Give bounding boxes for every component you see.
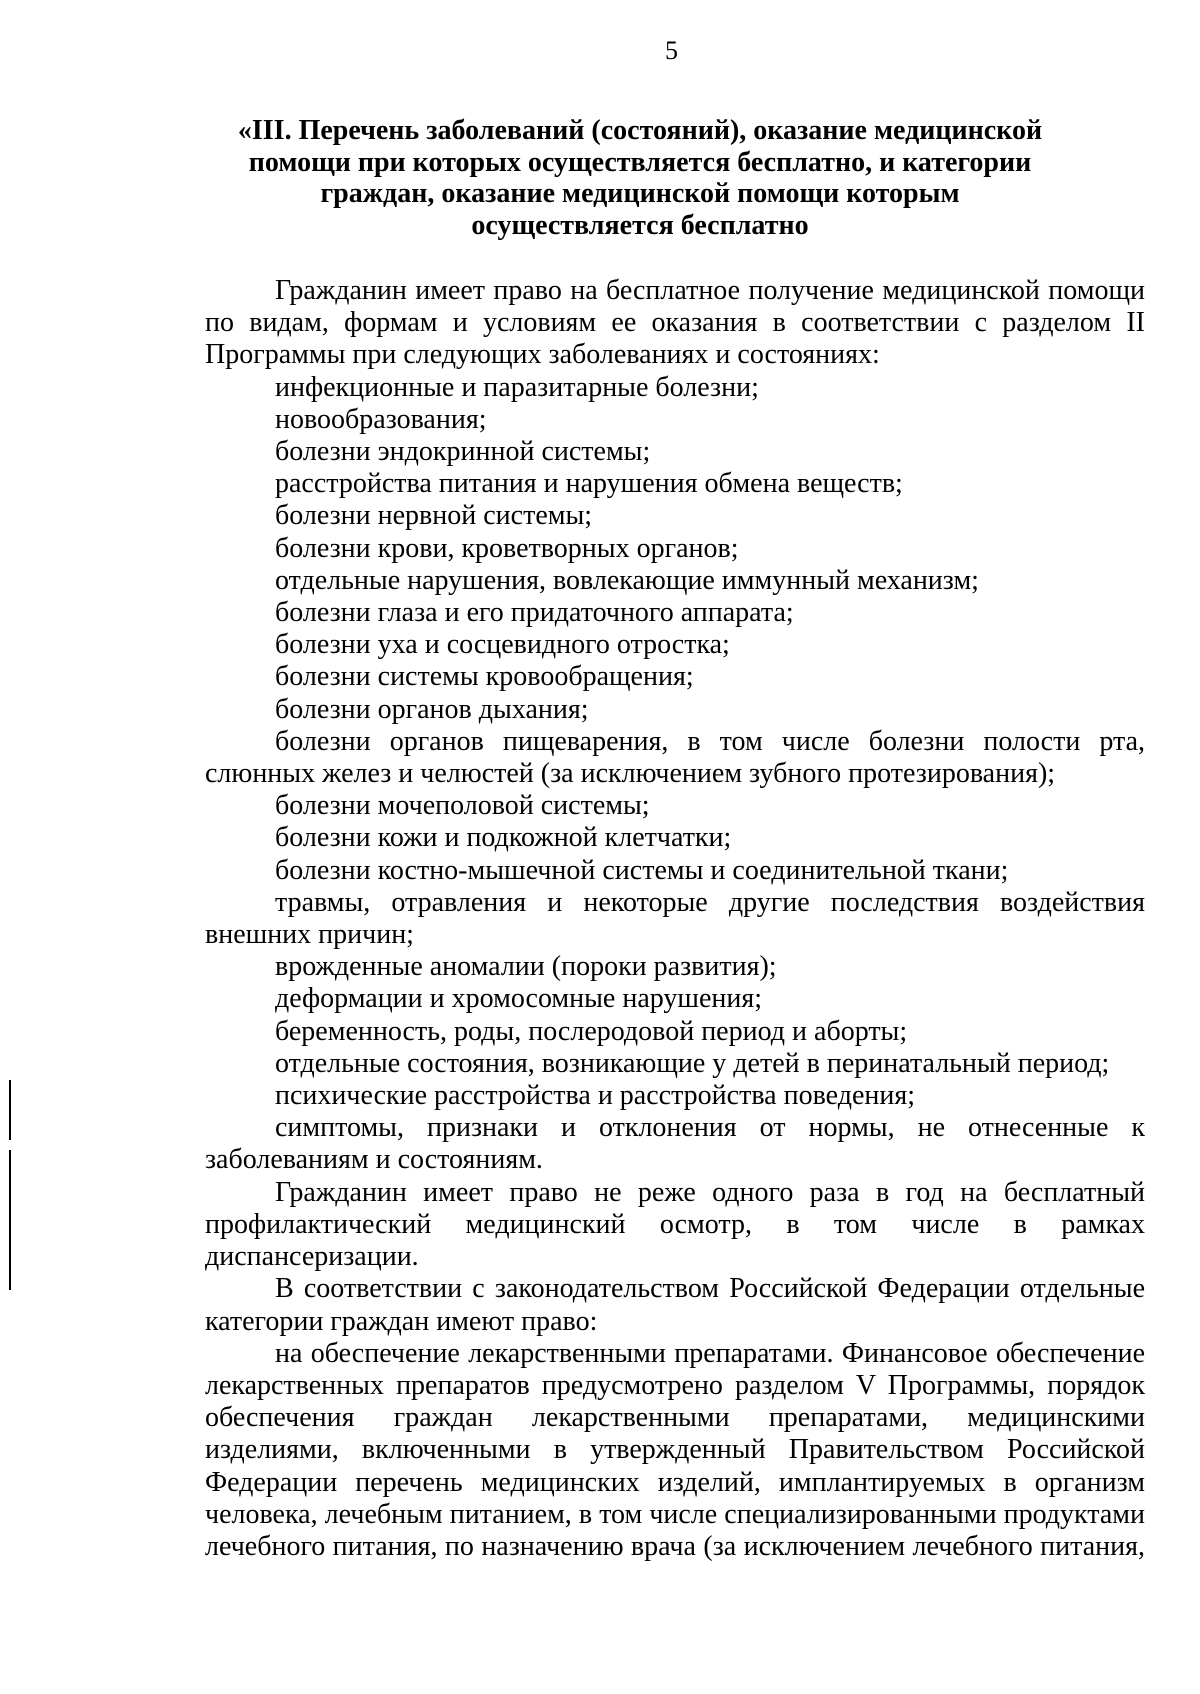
disease-item: травмы, отравления и некоторые другие последствия воздействия внешних причин; xyxy=(205,886,1145,951)
disease-item: болезни кожи и подкожной клетчатки; xyxy=(275,822,732,854)
disease-item: болезни мочеполовой системы; xyxy=(275,790,650,822)
disease-item: психические расстройства и расстройства поведения; xyxy=(275,1080,915,1112)
categories-paragraph: В соответствии с законодательством Российской Федерации отдельные категории граждан имеют право: xyxy=(205,1273,1145,1337)
disease-item: беременность, роды, послеродовой период и аборты; xyxy=(275,1015,908,1047)
disease-item: болезни органов пищеварения, в том числе болезни полости рта, слюнных желез и челюстей (за исключением зубного протезирования); xyxy=(205,725,1145,790)
heading-line: помощи при которых осуществляется бесплатно, и категории xyxy=(248,146,1032,178)
document-body xyxy=(205,275,1145,1563)
disease-item: болезни костно-мышечной системы и соединительной ткани; xyxy=(275,854,1009,886)
disease-item: расстройства питания и нарушения обмена веществ; xyxy=(275,468,903,500)
page-number: 5 xyxy=(665,36,678,65)
checkup-paragraph: Гражданин имеет право не реже одного раза в год на бесплатный профилактический медицинский осмотр, в том числе в рамках диспансеризации. xyxy=(205,1176,1145,1273)
disease-item: болезни органов дыхания; xyxy=(275,693,589,725)
disease-item: симптомы, признаки и отклонения от нормы, не отнесенные к заболеваниям и состояниям. xyxy=(205,1112,1145,1176)
disease-item: болезни уха и сосцевидного отростка; xyxy=(275,629,730,661)
disease-item: врожденные аномалии (пороки развития); xyxy=(275,951,777,983)
medications-paragraph: на обеспечение лекарственными препаратами. Финансовое обеспечение лекарственных препаратов предусмотрено разделом V Программы, порядок обеспечения граждан лекарственными препаратами, медицинскими изделиями, включенными в утвержденный Правительством Российской Федерации перечень медицинских изделий, имплантируемых в организм человека, лечебным питанием, в том числе специализированными продуктами лечебного питания, по назначению врача (за исключением лечебного питания, xyxy=(205,1337,1145,1562)
heading-line: «III. Перечень заболеваний (состояний), оказание медицинской xyxy=(237,115,1043,146)
disease-item: болезни эндокринной системы; xyxy=(275,436,651,468)
section-heading xyxy=(200,115,1080,241)
disease-item: болезни системы кровообращения; xyxy=(275,661,694,693)
margin-bar xyxy=(9,1150,11,1290)
disease-item: инфекционные и паразитарные болезни; xyxy=(275,371,759,403)
heading-line: осуществляется бесплатно xyxy=(471,209,809,241)
intro-paragraph: Гражданин имеет право на бесплатное получение медицинской помощи по видам, формам и условиям ее оказания в соответствии с разделом II Программы при следующих заболеваниях и состояниях: xyxy=(205,275,1145,371)
disease-item: отдельные состояния, возникающие у детей в перинатальный период; xyxy=(275,1047,1110,1079)
disease-item: болезни нервной системы; xyxy=(275,500,593,532)
disease-item: деформации и хромосомные нарушения; xyxy=(275,983,763,1015)
heading-line: граждан, оказание медицинской помощи которым xyxy=(320,178,960,209)
disease-item: отдельные нарушения, вовлекающие иммунный механизм; xyxy=(275,564,979,596)
disease-item: новообразования; xyxy=(275,403,487,435)
disease-item: болезни глаза и его придаточного аппарата; xyxy=(275,597,794,629)
disease-item: болезни крови, кроветворных органов; xyxy=(275,532,739,564)
margin-bar xyxy=(9,1080,11,1140)
